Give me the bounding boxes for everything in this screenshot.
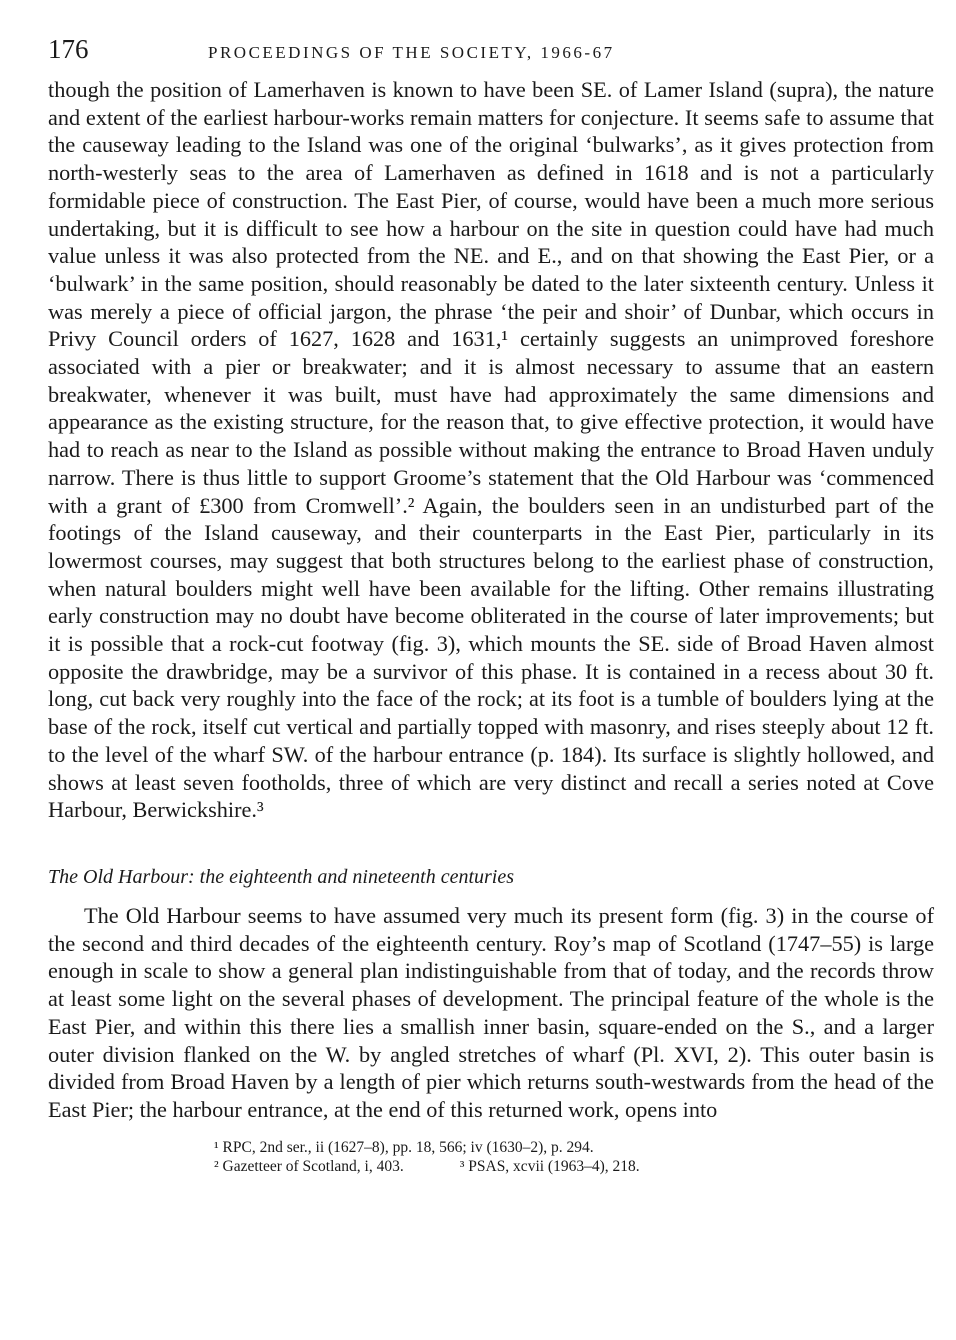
running-head: [48, 34, 934, 74]
running-title: PROCEEDINGS OF THE SOCIETY, 1966-67: [208, 43, 615, 62]
footnote-row-2: [214, 1157, 934, 1176]
section-heading: The Old Harbour: the eighteenth and nineteenth centuries: [48, 865, 515, 888]
page-number: 176: [48, 34, 89, 64]
body-paragraph-2: The Old Harbour seems to have assumed very much its present form (fig. 3) in the course of the second and third decades of the eighteenth century. Roy’s map of Scotland (1747–55) is large enough in scale to show a general plan indistinguishable from that of today, and the records throw at least some light on the several phases of development. The principal feature of the whole is the East Pier, and within this there lies a smallish inner basin, square-ended on the S., and a larger outer division flanked on the W. by angled stretches of wharf (Pl. XVI, 2). This outer basin is divided from Broad Haven by a length of pier which returns south-westwards from the head of the East Pier; the harbour entrance, at the end of this returned work, opens into: [48, 902, 934, 1122]
footnotes: [48, 1138, 934, 1176]
footnote-2: ² Gazetteer of Scotland, i, 403.: [214, 1157, 404, 1175]
page: [48, 34, 934, 1176]
body-paragraph-1: though the position of Lamerhaven is known to have been SE. of Lamer Island (supra), the nature and extent of the earliest harbour-works remain matters for conjecture. It seems safe to assume that the causeway leading to the Island was one of the original ‘bulwarks’, as it gives protection from north-westerly seas to the area of Lamerhaven as defined in 1618 and is not a particularly formidable piece of construction. The East Pier, of course, would have been a much more serious undertaking, but it is difficult to see how a harbour on the site in question could have had much value unless it was also protected from the NE. and E., and on that showing the East Pier, or a ‘bulwark’ in the same position, should reasonably be dated to the later sixteenth century. Unless it was merely a piece of official jargon, the phrase ‘the peir and shoir’ of Dunbar, which occurs in Privy Council orders of 1627, 1628 and 1631,¹ certainly suggests an unimproved foreshore associated with a pier or breakwater; and it is almost necessary to assume that an eastern breakwater, whenever it was built, must have had approximately the same dimensions and appearance as the existing structure, for the reason that, to give effective protection, it would have had to reach as near to the Island as possible without making the entrance to Broad Haven unduly narrow. There is thus little to support Groome’s statement that the Old Harbour was ‘commenced with a grant of £300 from Cromwell’.² Again, the boulders seen in an undisturbed part of the footings of the Island causeway, and their counterparts in the East Pier, particularly in its lowermost courses, may suggest that both structures belong to the earliest phase of construction, when natural boulders might well have been available for the lifting. Other remains illustrating early construction may no doubt have become obliterated in the course of later improvements; but it is possible that a rock-cut footway (fig. 3), which mounts the SE. side of Broad Haven almost opposite the drawbridge, may be a survivor of this phase. It is contained in a recess about 30 ft. long, cut back very roughly into the face of the rock; at its foot is a tumble of boulders lying at the base of the rock, itself cut vertical and partially topped with masonry, and rises steeply about 12 ft. to the level of the wharf SW. of the harbour entrance (p. 184). Its surface is slightly hollowed, and shows at least seven footholds, three of which are very distinct and recall a series noted at Cove Harbour, Berwickshire.³: [48, 77, 934, 823]
footnote-1: ¹ RPC, 2nd ser., ii (1627–8), pp. 18, 566; iv (1630–2), p. 294.: [214, 1138, 594, 1156]
footnote-3: ³ PSAS, xcvii (1963–4), 218.: [459, 1157, 640, 1175]
